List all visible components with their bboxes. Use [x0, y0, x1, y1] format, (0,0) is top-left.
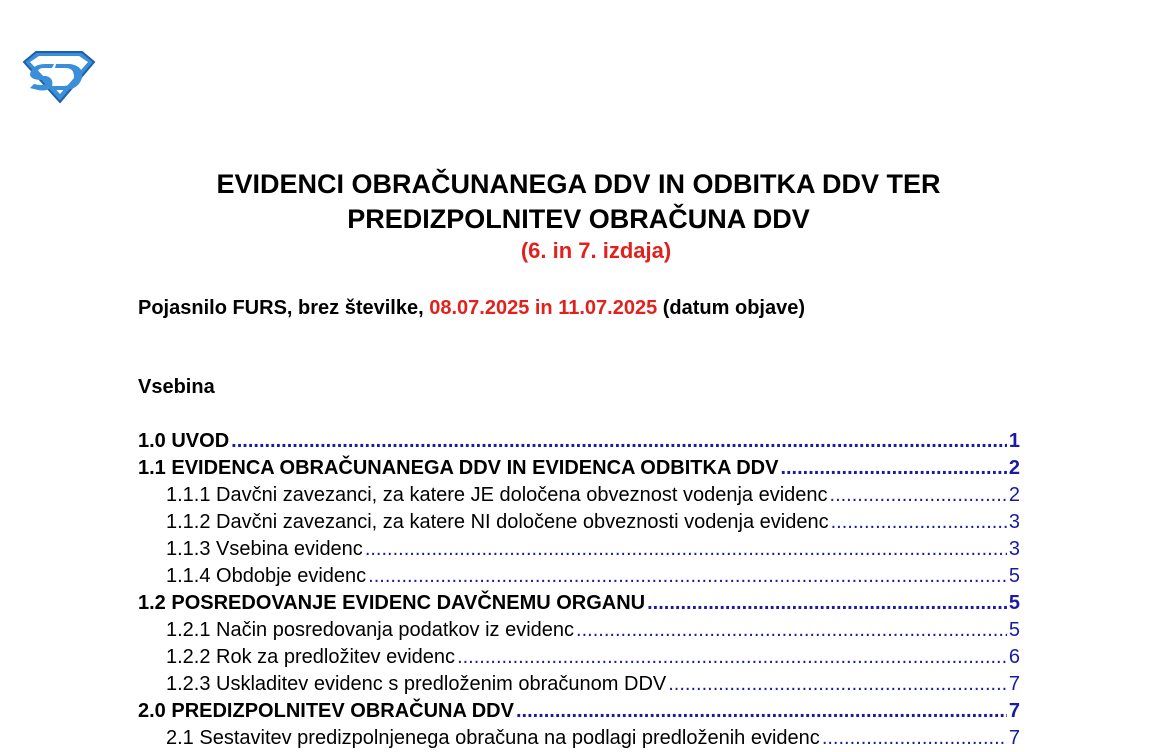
toc-entry-page[interactable]: 7 — [1008, 673, 1020, 695]
source-line — [138, 297, 805, 320]
document-title-line2: PREDIZPOLNITEV OBRAČUNA DDV — [347, 204, 810, 234]
edition-label: (6. in 7. izdaja) — [520, 238, 672, 263]
toc-dot-leader — [576, 617, 1007, 644]
toc-entry-text[interactable]: 2.0 PREDIZPOLNITEV OBRAČUNA DDV — [138, 700, 514, 722]
toc-entry-text[interactable]: 1.2.3 Uskladitev evidenc s predloženim obračunom DDV — [166, 673, 667, 695]
source-suffix: (datum objave) — [662, 297, 806, 319]
toc-entry[interactable] — [138, 725, 1020, 752]
toc-entry-page[interactable]: 2 — [1008, 484, 1020, 506]
toc-entry-text[interactable]: 1.1 EVIDENCA OBRAČUNANEGA DDV IN EVIDENCA ODBITKA DDV — [138, 457, 779, 479]
toc-entry[interactable] — [138, 671, 1020, 698]
toc-entry-text[interactable]: 1.2.2 Rok za predložitev evidenc — [166, 646, 456, 668]
toc-entry[interactable] — [138, 428, 1020, 455]
toc-dot-leader — [668, 671, 1007, 698]
toc-entry[interactable] — [138, 698, 1020, 725]
toc-entry[interactable] — [138, 482, 1020, 509]
toc-entry-page[interactable]: 7 — [1008, 727, 1020, 749]
toc-entry[interactable] — [138, 536, 1020, 563]
toc-entry-page[interactable]: 5 — [1008, 592, 1020, 614]
toc-dot-leader — [516, 698, 1007, 725]
toc-entry[interactable] — [138, 644, 1020, 671]
toc-dot-leader — [831, 509, 1007, 536]
toc-dot-leader — [780, 455, 1006, 482]
toc-dot-leader — [830, 482, 1007, 509]
toc-dot-leader — [368, 563, 1007, 590]
toc-entry[interactable] — [138, 509, 1020, 536]
toc-dot-leader — [457, 644, 1007, 671]
toc-entry-page[interactable]: 3 — [1008, 511, 1020, 533]
toc-entry-text[interactable]: 1.1.2 Davčni zavezanci, za katere NI določene obveznosti vodenja evidenc — [166, 511, 829, 533]
toc-heading: Vsebina — [138, 376, 215, 398]
toc-entry-text[interactable]: 2.1 Sestavitev predizpolnjenega obračuna na podlagi predloženih evidenc — [166, 727, 820, 749]
toc-entry-page[interactable]: 5 — [1008, 619, 1020, 641]
toc-dot-leader — [822, 725, 1007, 752]
toc-entry[interactable] — [138, 590, 1020, 617]
toc-entry-text[interactable]: 1.2.1 Način posredovanja podatkov iz evidenc — [166, 619, 575, 641]
toc-entry-page[interactable]: 6 — [1008, 646, 1020, 668]
toc-entry-text[interactable]: 1.1.1 Davčni zavezanci, za katere JE določena obveznost vodenja evidenc — [166, 484, 828, 506]
table-of-contents — [138, 428, 1020, 752]
toc-entry[interactable] — [138, 617, 1020, 644]
toc-entry-page[interactable]: 1 — [1008, 430, 1020, 452]
source-dates: 08.07.2025 in 11.07.2025 — [429, 297, 658, 319]
toc-dot-leader — [231, 428, 1007, 455]
toc-entry-page[interactable]: 2 — [1008, 457, 1020, 479]
source-prefix: Pojasnilo FURS, brez številke, — [138, 297, 424, 319]
toc-entry-text[interactable]: 1.2 POSREDOVANJE EVIDENC DAVČNEMU ORGANU — [138, 592, 646, 614]
toc-entry-text[interactable]: 1.1.4 Obdobje evidenc — [166, 565, 367, 587]
toc-dot-leader — [647, 590, 1007, 617]
toc-entry[interactable] — [138, 455, 1020, 482]
document-title-line1: EVIDENCI OBRAČUNANEGA DDV IN ODBITKA DDV TER — [216, 169, 941, 199]
sd-logo-icon — [22, 48, 96, 104]
toc-entry[interactable] — [138, 563, 1020, 590]
toc-entry-page[interactable]: 7 — [1008, 700, 1020, 722]
toc-entry-text[interactable]: 1.1.3 Vsebina evidenc — [166, 538, 363, 560]
toc-entry-page[interactable]: 5 — [1008, 565, 1020, 587]
toc-entry-page[interactable]: 3 — [1008, 538, 1020, 560]
toc-dot-leader — [365, 536, 1007, 563]
toc-entry-text[interactable]: 1.0 UVOD — [138, 430, 230, 452]
